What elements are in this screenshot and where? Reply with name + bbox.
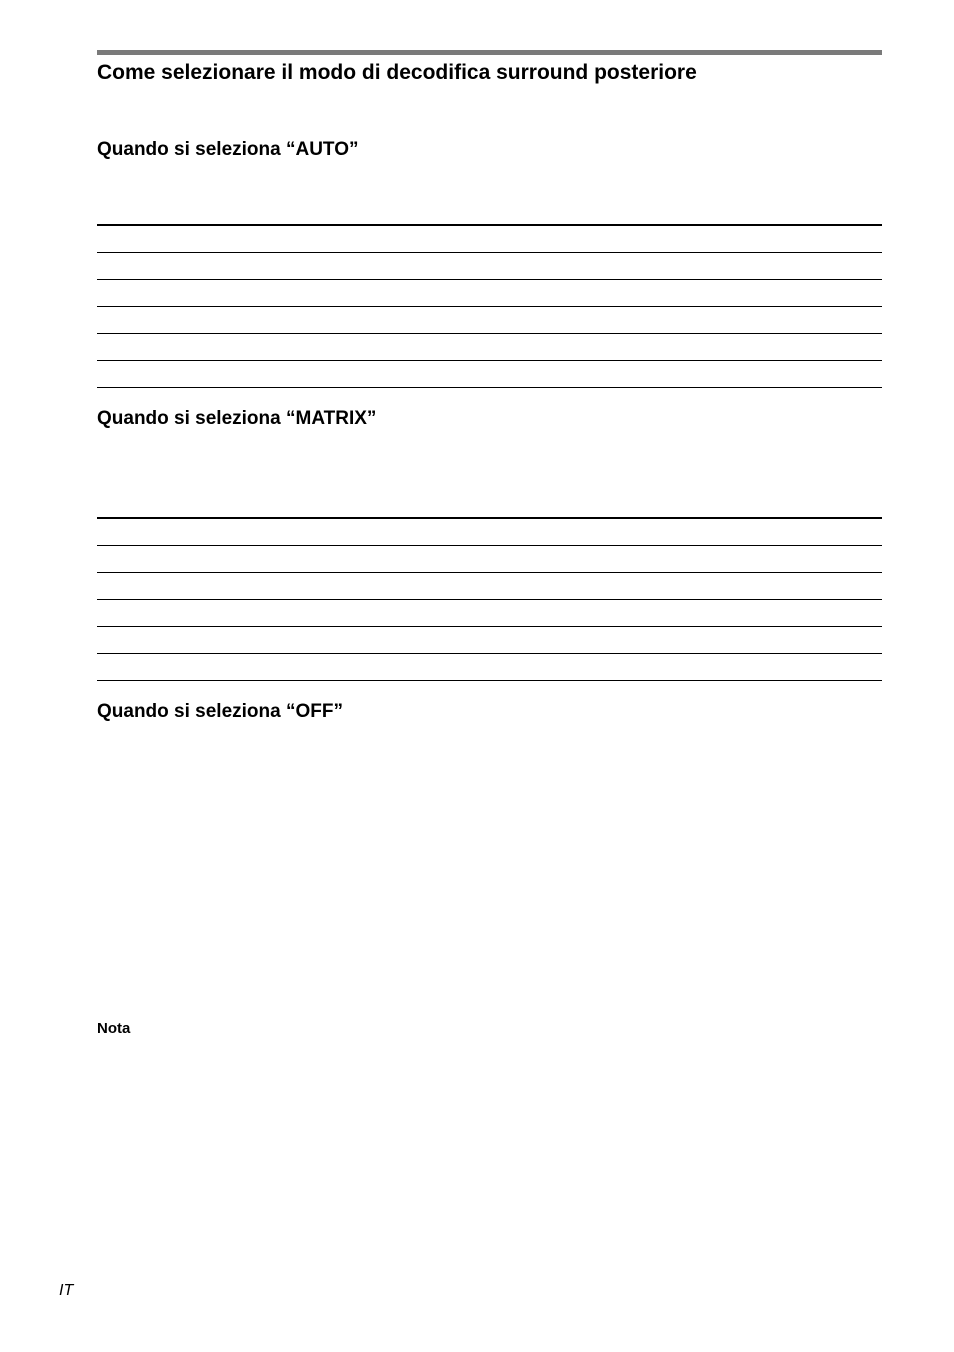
table-row [97,627,882,654]
table-row [97,361,882,388]
table-row [97,573,882,600]
note-label: Nota [97,1020,131,1037]
table-row [97,654,882,681]
table-row [97,600,882,627]
table-row [97,546,882,573]
section-heading-off: Quando si seleziona “OFF” [97,701,343,722]
table-matrix [97,517,882,681]
page-language-marker: IT [59,1282,74,1299]
section-heading-matrix: Quando si seleziona “MATRIX” [97,408,377,429]
table-row [97,253,882,280]
table-row [97,280,882,307]
table-row [97,517,882,546]
title-rule [97,50,882,55]
page-title: Come selezionare il modo di decodifica surround posteriore [97,61,697,84]
table-row [97,334,882,361]
table-auto [97,224,882,388]
table-row [97,307,882,334]
section-heading-auto: Quando si seleziona “AUTO” [97,139,359,160]
table-row [97,224,882,253]
